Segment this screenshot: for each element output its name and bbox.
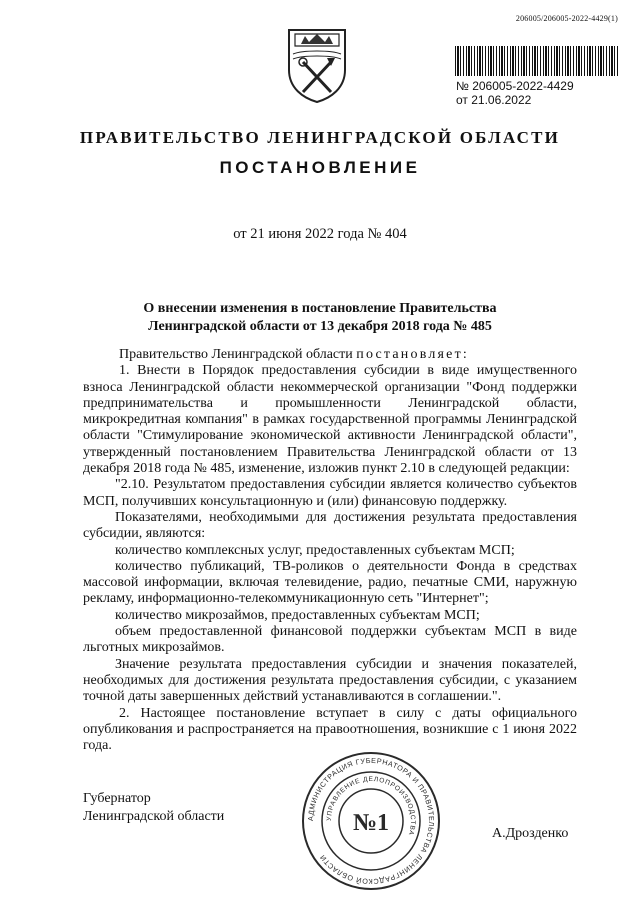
- government-title: ПРАВИТЕЛЬСТВО ЛЕНИНГРАДСКОЙ ОБЛАСТИ: [79, 128, 561, 147]
- preamble-prefix: Правительство Ленинградской области: [119, 347, 353, 362]
- signatory-position: [83, 790, 224, 826]
- official-seal-stamp: [300, 750, 442, 892]
- seal-ring-text: АДМИНИСТРАЦИЯ ГУБЕРНАТОРА И ПРАВИТЕЛЬСТВА ЛЕНИНГРАДСКОЙ ОБЛАСТИ: [305, 755, 437, 887]
- document-type: ПОСТАНОВЛЕНИЕ: [219, 158, 421, 177]
- quoted-paragraph-4: количество публикаций, ТВ-роликов о деятельности Фонда в средствах массовой информации, включая телевидение, радио, печатные СМИ, наружную рекламу, информационно-телекоммуникационную сеть "Интернет";: [83, 558, 577, 607]
- coat-of-arms-icon: [283, 26, 351, 104]
- document-code: 206005/206005-2022-4429(1): [515, 14, 618, 23]
- seal-number: №1: [352, 810, 390, 836]
- document-date: от 21 июня 2022 года № 404: [233, 226, 407, 242]
- signatory-position-line-2: Ленинградской области: [83, 809, 225, 824]
- barcode: [455, 46, 620, 76]
- paragraph-1: 1. Внести в Порядок предоставления субсидии в виде имущественного взноса Ленинградской области некоммерческой организации "Фонд поддержки предпринимательства и промышленности Ленинградской области, микрокредитная компания" в рамках государственной программы Ленинградской области "Стимулирование экономической активности Ленинградской области", утвержденный постановлением Правительства Ленинградской области от 13 декабря 2018 года № 485, изменение, изложив пункт 2.10 в следующей редакции:: [83, 363, 577, 477]
- paragraph-2: 2. Настоящее постановление вступает в силу с даты официального опубликования и распространяется на правоотношения, возникшие с 1 июня 2022 года.: [83, 705, 577, 754]
- seal-inner-text: УПРАВЛЕНИЕ ДЕЛОПРОИЗВОДСТВА: [325, 775, 417, 837]
- quoted-paragraph-6: объем предоставленной финансовой поддержки субъектам МСП в виде льготных микрозаймов.: [83, 624, 577, 656]
- subject-line-1: О внесении изменения в постановление Правительства: [143, 301, 497, 316]
- quoted-paragraph-2: Показателями, необходимыми для достижения результата предоставления субсидии, являются:: [83, 509, 577, 542]
- quoted-paragraph-1: "2.10. Результатом предоставления субсидии является количество субъектов МСП, получивших консультационную и (или) финансовую поддержку.: [83, 477, 577, 509]
- quoted-paragraph-3: количество комплексных услуг, предоставленных субъектам МСП;: [115, 542, 515, 558]
- quoted-paragraph-7: Значение результата предоставления субсидии и значения показателей, необходимых для достижения результата предоставления субсидии, с указанием точной даты завершенных действий устанавливаются в соглашении.".: [83, 656, 577, 705]
- quoted-paragraph-5: количество микрозаймов, предоставленных субъектам МСП;: [115, 607, 480, 623]
- signatory-position-line-1: Губернатор: [83, 791, 151, 806]
- preamble-verb: постановляет:: [356, 347, 469, 362]
- preamble: [83, 347, 577, 363]
- document-body: [83, 347, 577, 754]
- registration-date: от 21.06.2022: [456, 93, 532, 107]
- registration-number: № 206005-2022-4429: [456, 79, 574, 93]
- signatory-name: А.Дрозденко: [492, 826, 569, 841]
- subject-line-2: Ленинградской области от 13 декабря 2018 года № 485: [148, 319, 492, 334]
- document-subject: [0, 300, 640, 336]
